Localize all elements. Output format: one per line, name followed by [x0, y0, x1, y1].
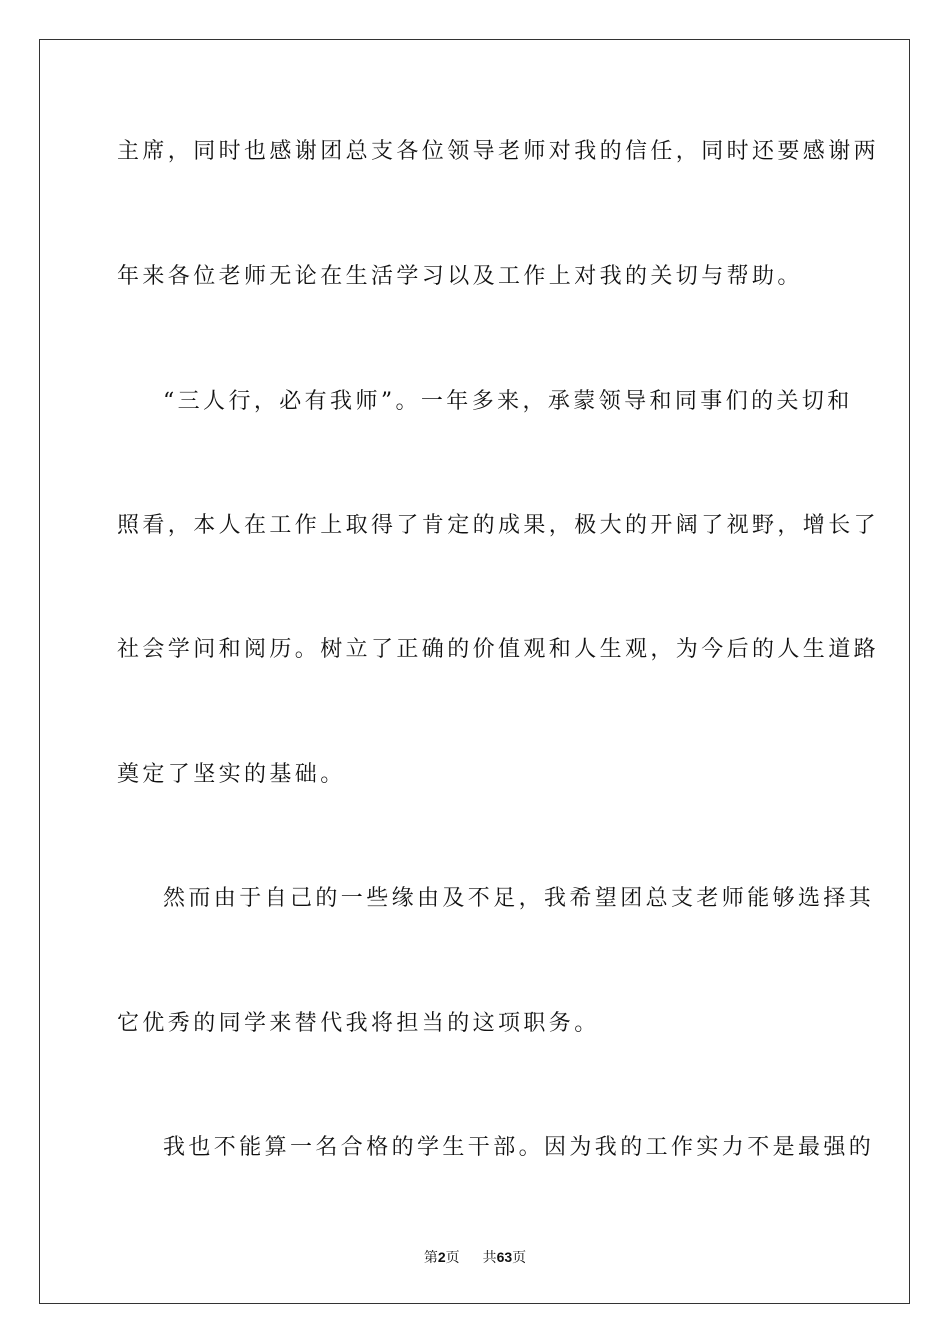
page-suffix: 页	[445, 1250, 460, 1266]
total-pages: 63	[496, 1249, 513, 1265]
body-text-line: 年来各位老师无论在生活学习以及工作上对我的关切与帮助。	[117, 264, 803, 289]
page-number: 2	[437, 1249, 446, 1265]
page-prefix: 第	[423, 1250, 438, 1266]
total-suffix: 页	[512, 1250, 527, 1266]
total-prefix: 共	[482, 1250, 497, 1266]
body-text-line: 照看，本人在工作上取得了肯定的成果，极大的开阔了视野，增长了	[117, 513, 880, 538]
body-text-line: 它优秀的同学来替代我将担当的这项职务。	[117, 1011, 600, 1036]
body-text-line: 社会学问和阅历。树立了正确的价值观和人生观，为今后的人生道路	[117, 637, 880, 662]
page-border	[39, 39, 910, 1304]
body-text-line: “三人行，必有我师”。一年多来，承蒙领导和同事们的关切和	[163, 389, 853, 414]
body-text-line: 我也不能算一名合格的学生干部。因为我的工作实力不是最强的	[163, 1135, 875, 1160]
body-text-line: 然而由于自己的一些缘由及不足，我希望团总支老师能够选择其	[163, 886, 875, 911]
body-text-line: 主席，同时也感谢团总支各位领导老师对我的信任，同时还要感谢两	[117, 139, 880, 164]
body-text-line: 奠定了坚实的基础。	[117, 762, 346, 787]
page-footer	[0, 1247, 950, 1268]
